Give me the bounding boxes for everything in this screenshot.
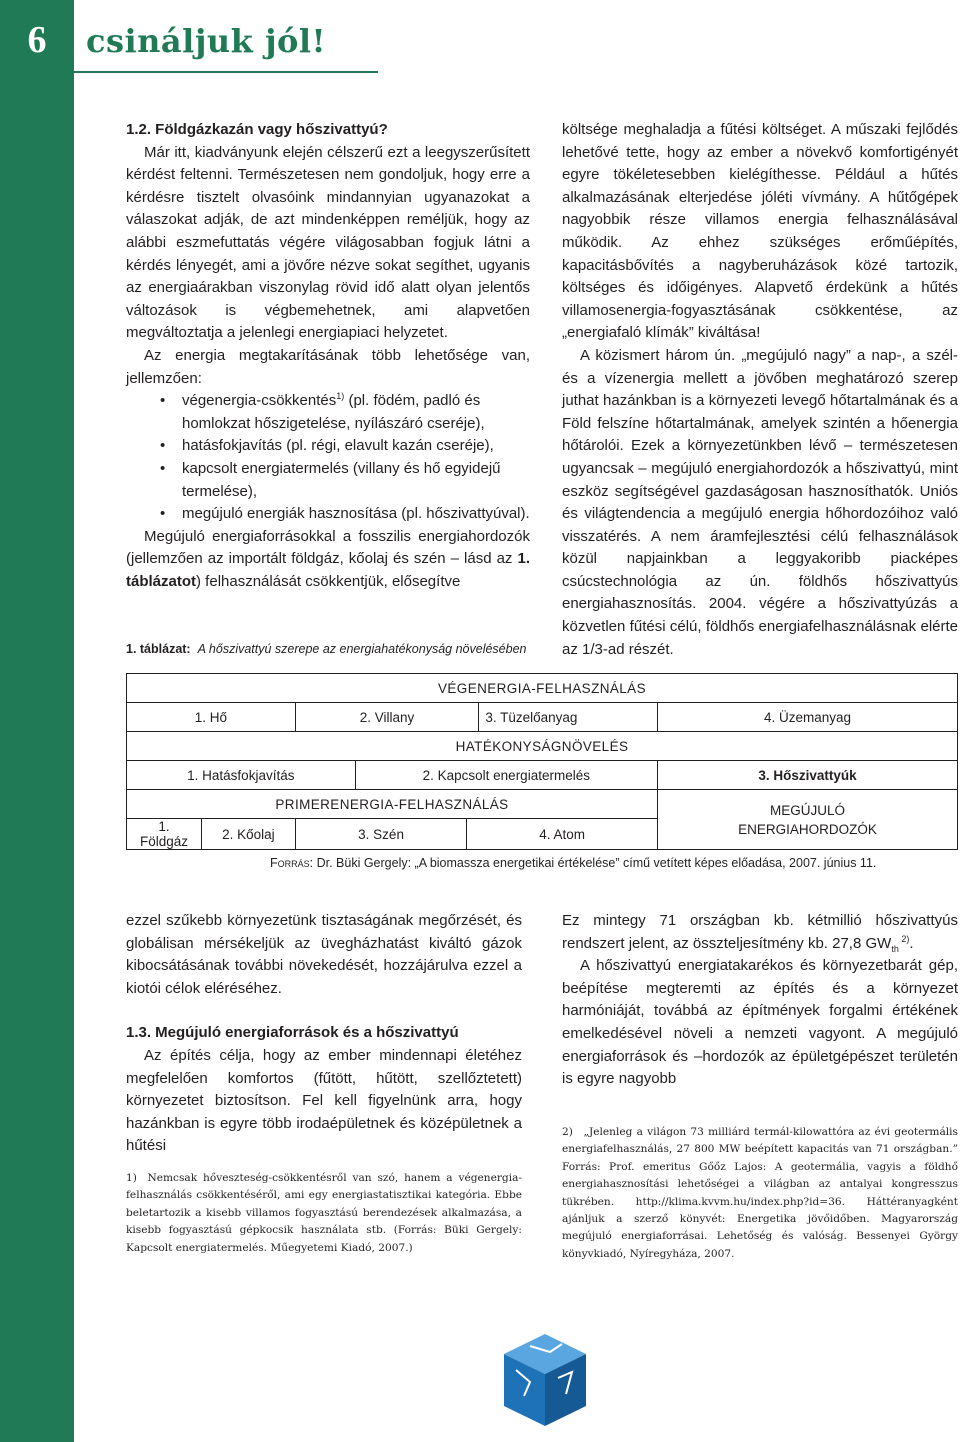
list-item: • megújuló energiák hasznosítása (pl. hőszivattyúval).: [126, 503, 530, 526]
table-cell: 2. Kapcsolt energiatermelés: [355, 761, 657, 790]
paragraph: Megújuló energiaforrásokkal a fosszilis energiahordozók (jellemzően az importált földgáz, kőolaj és szén – lásd az 1. táblázatot) felhasználását csökkentjük, elősegítve: [126, 527, 530, 590]
table-cell-renewable: MEGÚJULÓ ENERGIAHORDOZÓK: [657, 790, 957, 850]
left-column-bottom: [126, 910, 522, 1158]
paragraph: Az energia megtakarításának több lehetősége van, jellemzően:: [126, 346, 530, 387]
table-header-final-energy: VÉGENERGIA-FELHASZNÁLÁS: [127, 674, 958, 703]
paragraph: ezzel szűkebb környezetünk tisztaságának megőrzését, és globálisan mérsékeljük az üvegházhatást kiváltó gázok kibocsátásának további növekedését, hozzájárulva ezzel a kiotói célok eléréséhez.: [126, 912, 522, 997]
footnote-1: 1) Nemcsak hőveszteség-csökkentésről van szó, hanem a végenergia-felhasználás csökkentéséről, ami egy energiastatisztikai kategória. Ebbe beletartozik a kisebb villamos fogyasztású berendezések alkalmazása, a kisebb fogyasztású gépkocsik használata stb. (Forrás: Büki Gergely: Kapcsolt energiatermelés. Műegyetemi Kiadó, 2007.): [126, 1172, 522, 1254]
table-row: [127, 703, 958, 732]
table-cell: 1. Földgáz: [127, 819, 202, 850]
paragraph: Az építés célja, hogy az ember mindennapi életéhez megfelelően komfortos (fűtött, hűtött, szellőztetett) környezetet biztosítson. Fel kell figyelnünk arra, hogy hazánkban is egyre több irodaépületnek és középületnek a hűtési: [126, 1046, 522, 1155]
footnote-2: 2) „Jelenleg a világon 73 milliárd termál-kilowattóra az évi geotermális energiafelhasználás, 27 800 MW beépített kapacitás van 71 országban.” Forrás: Prof. emeritus Gőőz Lajos: A geotermália, vagyis a földhő energiahasznosítási lehetőségei a világban az antalyai kongresszus tükrében. http://klima.kvvm.hu/index.php?id=36. Háttéranyagként ajánljuk a szerző könyvét: Energetika jövőidőben. Magyarország megújuló energiaforrásai. Lehetőség és valóság. Bessenyei György könyvkiadó, Nyíregyháza, 2007.: [562, 1126, 958, 1260]
list-item: • hatásfokjavítás (pl. régi, elavult kazán cseréje),: [126, 435, 530, 458]
table-cell: 1. Hő: [127, 703, 296, 732]
paragraph: Már itt, kiadványunk elején célszerű ezt a leegyszerűsített kérdést feltenni. Természetesen nem gondoljuk, hogy erre a kérdésre tisztelt olvasóink mindannyian ugyanazokat a válaszokat adják, de azt mindenképpen reméljük, hogy az alábbi eszmefuttatás végére világosabban fogjuk látni a kérdés lényegét, ami a jövőre nézve sokat segíthet, ugyanis az energiaárakban viszonylag rövid idő alatt olyan jelentős változások is végbemehetnek, ami alapvetően megváltoztatja a jelenlegi energiapiaci helyzetet.: [126, 143, 530, 342]
table-header-efficiency: HATÉKONYSÁGNÖVELÉS: [127, 732, 958, 761]
table-row: [127, 674, 958, 703]
right-column-bottom: [562, 910, 958, 1091]
table-cell: 1. Hatásfokjavítás: [127, 761, 356, 790]
page-number: 6: [27, 19, 47, 61]
paragraph: költsége meghaladja a fűtési költséget. A műszaki fejlődés lehetővé tette, hogy az ember a növekvő komfortigényét egyre tökéletesebben kielégíthesse. Például a hűtés alkalmazásának elterjedése jóléti vívmány. A hűtőgépek nagyobbik része villamos energia felhasználásával működik. Az ehhez szükséges erőműépítés, kapacitásbővítés a nagyberuházások közé tartozik, költséges és időigényes. Alapvető érdekünk a hűtés villamosenergia-fogyasztásának csökkentése, az „energiafaló klímák” kiváltása!: [562, 121, 958, 342]
table-cell: 2. Kőolaj: [201, 819, 295, 850]
table-row: [127, 732, 958, 761]
paragraph: A hőszivattyú energiatakarékos és környezetbarát gép, beépítése megteremti az építés és a környezet harmóniáját, továbbá az építmények forgalmi értékének emelkedésével növeli a nemzeti vagyont. A megújuló energiaforrások és –hordozók az épületgépészet területén is egyre nagyobb: [562, 957, 958, 1088]
paragraph: Ez mintegy 71 országban kb. kétmillió hőszivattyús rendszert jelent, az összteljesítmény kb. 27,8 $GW_{th}$ $^{2)}$.: [562, 912, 958, 954]
table-cell: 3. Szén: [295, 819, 467, 850]
table-row: [127, 761, 958, 790]
section-heading-1-3: 1.3. Megújuló energiaforrások és a hőszivattyú: [126, 1024, 459, 1042]
table-caption: 1. táblázat: A hőszivattyú szerepe az energiahatékonyság növelésében: [126, 642, 527, 656]
brand-title: csináljuk jól!: [86, 22, 327, 60]
list-item: • kapcsolt energiatermelés (villany és hő egyidejű termelése),: [126, 458, 530, 503]
table-cell: 3. Hőszivattyúk: [657, 761, 957, 790]
table-cell: 2. Villany: [295, 703, 479, 732]
table-cell: 4. Üzemanyag: [657, 703, 957, 732]
energy-table: [126, 673, 958, 850]
section-heading-1-2: 1.2. Földgázkazán vagy hőszivattyú?: [126, 121, 388, 138]
list-item: • végenergia-csökkentés$^{1)}$ (pl. födém, padló és homlokzat hőszigetelése, nyílászáró cseréje),: [126, 390, 530, 435]
left-column-top: [126, 119, 530, 593]
blue-cube-logo-icon: [500, 1330, 590, 1430]
right-column-top: [562, 119, 958, 661]
table-cell: 3. Tüzelőanyag: [479, 703, 658, 732]
bullet-list: [126, 390, 530, 526]
brand-underline: [74, 71, 378, 73]
paragraph: A közismert három ún. „megújuló nagy” a nap-, a szél- és a vízenergia mellett a jövőben meghatározó szerep juthat hazánkban is a környezeti levegő hőtartalmának és a Föld felszíne hőtartalmának, amelyek szintén a hőenergia hőtárolói. Ezek a környezetünkben lévő – természetesen ugyancsak – megújuló energiahordozók a hőszivattyú, mint eszköz segítségével gazdaságosan hasznosíthatók. Uniós és világtendencia a megújuló energia hőhordozóihoz való visszatérés. A nem áramfejlesztési célú felhasználások közül napjainkban a leggyakoribb piacképes csúcstechnológia az ún. földhős hőszivattyús energiahasznosítás. 2004. végére a hőszivattyúzás a közvetlen fűtési célú, földhős energiafelhasználásnak elérte az 1/3-ad részét.: [562, 346, 958, 658]
table-cell: 4. Atom: [467, 819, 658, 850]
green-side-bar: [0, 0, 74, 1442]
table-row: [127, 790, 958, 819]
table-source: Forrás: Dr. Büki Gergely: „A biomassza energetikai értékelése” című vetített képes előadása, 2007. június 11.: [270, 856, 877, 870]
table-header-primary-energy: PRIMERENERGIA-FELHASZNÁLÁS: [127, 790, 658, 819]
